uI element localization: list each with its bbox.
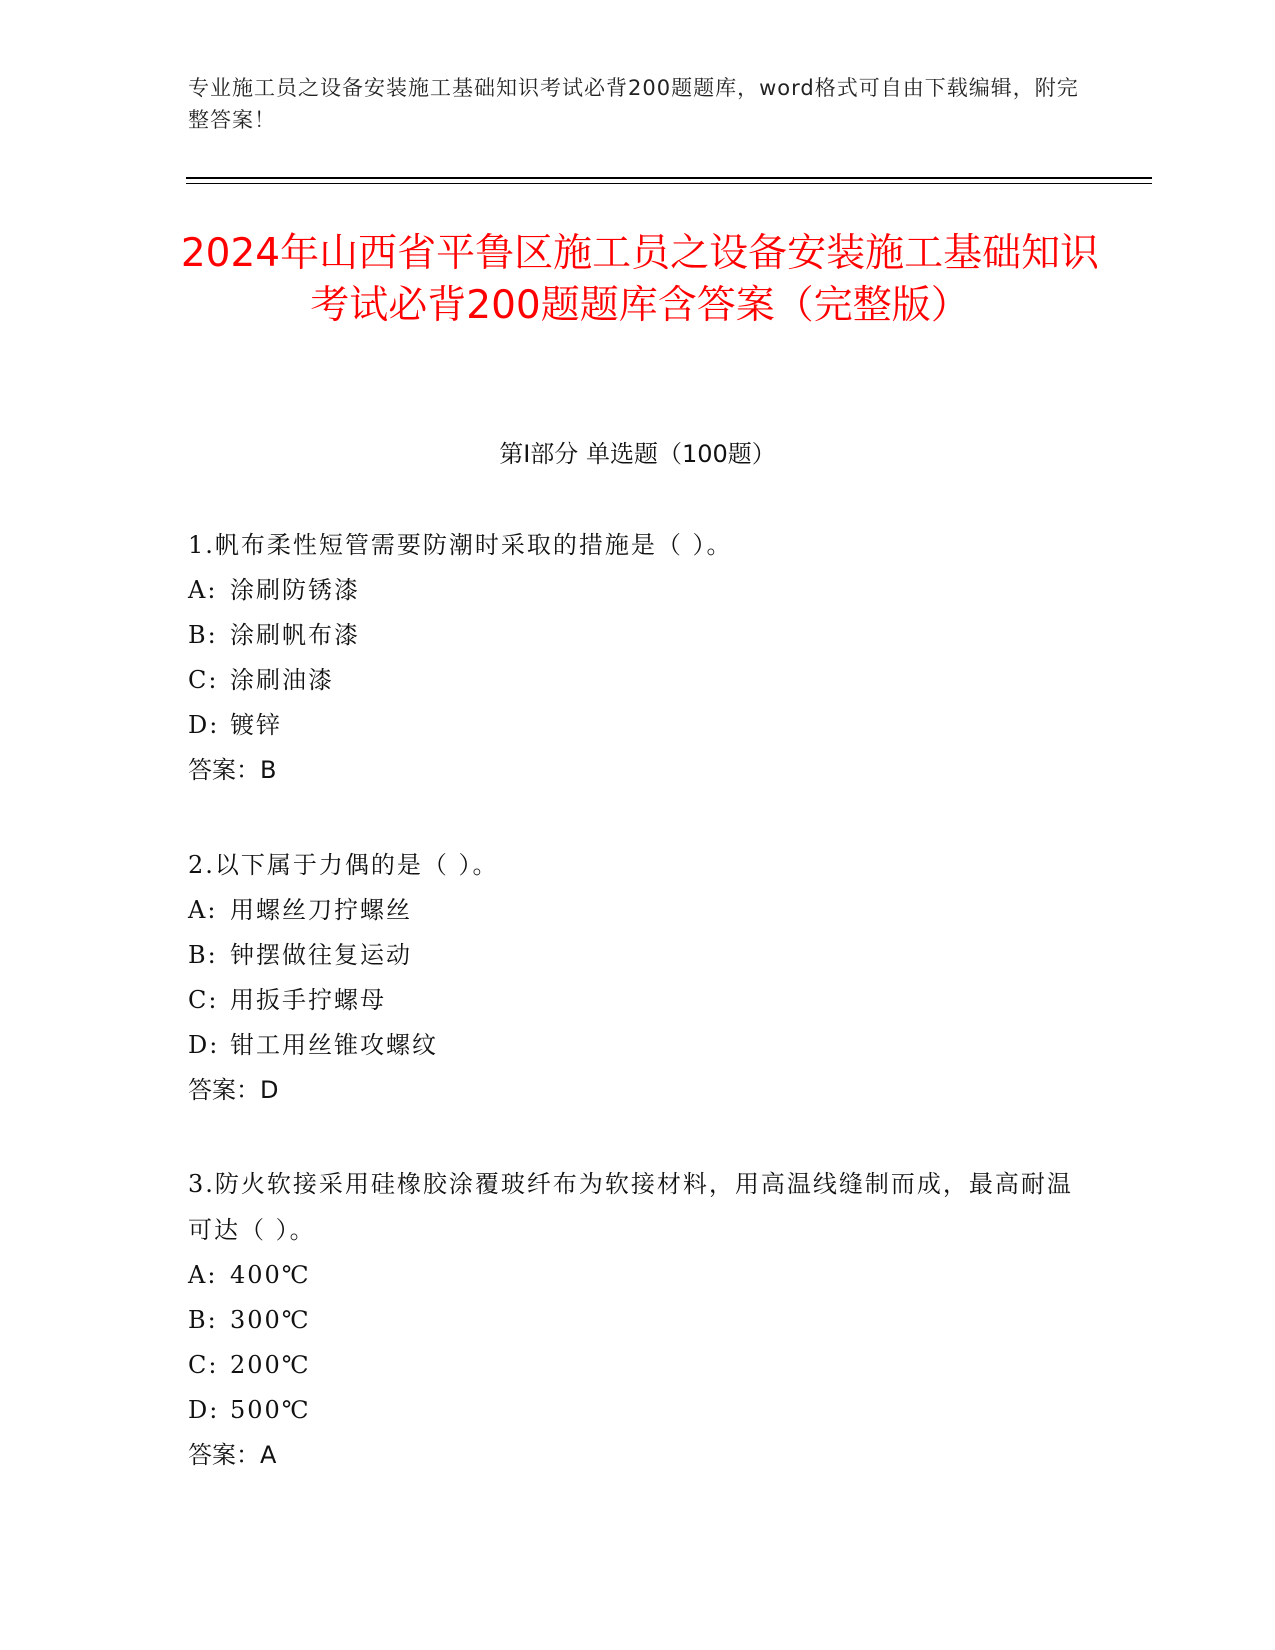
section-title: 第I部分 单选题（100题） (499, 440, 776, 468)
answer: 答案：B (188, 756, 277, 784)
option-text: 涂刷帆布漆 (230, 621, 360, 649)
question-stem: 1.帆布柔性短管需要防潮时采取的措施是（ ）。 (188, 531, 733, 559)
header-divider-thin (186, 183, 1152, 184)
option-text: 用扳手拧螺母 (230, 986, 386, 1014)
option-letter: B: (188, 1306, 218, 1334)
option-text: 200℃ (230, 1351, 311, 1379)
option-letter: B: (188, 621, 218, 649)
option-text: 涂刷油漆 (230, 666, 334, 694)
question-2 (188, 842, 1088, 1113)
option-d (188, 1388, 1088, 1433)
option-text: 涂刷防锈漆 (230, 576, 360, 604)
question-stem: 3.防火软接采用硅橡胶涂覆玻纤布为软接材料，用高温线缝制而成，最高耐温可达（ ）。 (188, 1170, 1073, 1244)
option-c (188, 1343, 1088, 1388)
answer: 答案：A (188, 1441, 277, 1469)
option-text: 500℃ (230, 1396, 311, 1424)
option-letter: A: (188, 896, 218, 924)
document-title: 2024年山西省平鲁区施工员之设备安装施工基础知识考试必背200题题库含答案（完整版） (180, 231, 1100, 328)
option-a (188, 888, 1088, 933)
header-divider-thick (186, 177, 1152, 179)
option-text: 用螺丝刀拧螺丝 (230, 896, 412, 924)
option-c (188, 978, 1088, 1023)
header-note: 专业施工员之设备安装施工基础知识考试必背200题题库，word格式可自由下载编辑，附完整答案！ (188, 76, 1079, 132)
option-letter: B: (188, 941, 218, 969)
option-text: 400℃ (230, 1261, 311, 1289)
option-letter: A: (188, 576, 218, 604)
option-a (188, 568, 1088, 613)
option-letter: D: (188, 1396, 220, 1424)
option-text: 钳工用丝锥攻螺纹 (230, 1031, 438, 1059)
option-letter: D: (188, 711, 220, 739)
option-letter: C: (188, 666, 219, 694)
option-a (188, 1253, 1088, 1298)
question-3 (188, 1161, 1088, 1478)
option-text: 钟摆做往复运动 (230, 941, 412, 969)
option-letter: A: (188, 1261, 218, 1289)
option-letter: C: (188, 1351, 219, 1379)
option-b (188, 613, 1088, 658)
option-text: 300℃ (230, 1306, 311, 1334)
answer: 答案：D (188, 1076, 279, 1104)
option-letter: C: (188, 986, 219, 1014)
option-letter: D: (188, 1031, 220, 1059)
option-text: 镀锌 (230, 711, 282, 739)
option-b (188, 1298, 1088, 1343)
option-c (188, 658, 1088, 703)
question-stem: 2.以下属于力偶的是（ ）。 (188, 851, 499, 879)
question-1 (188, 522, 1088, 793)
option-d (188, 703, 1088, 748)
option-d (188, 1023, 1088, 1068)
option-b (188, 933, 1088, 978)
